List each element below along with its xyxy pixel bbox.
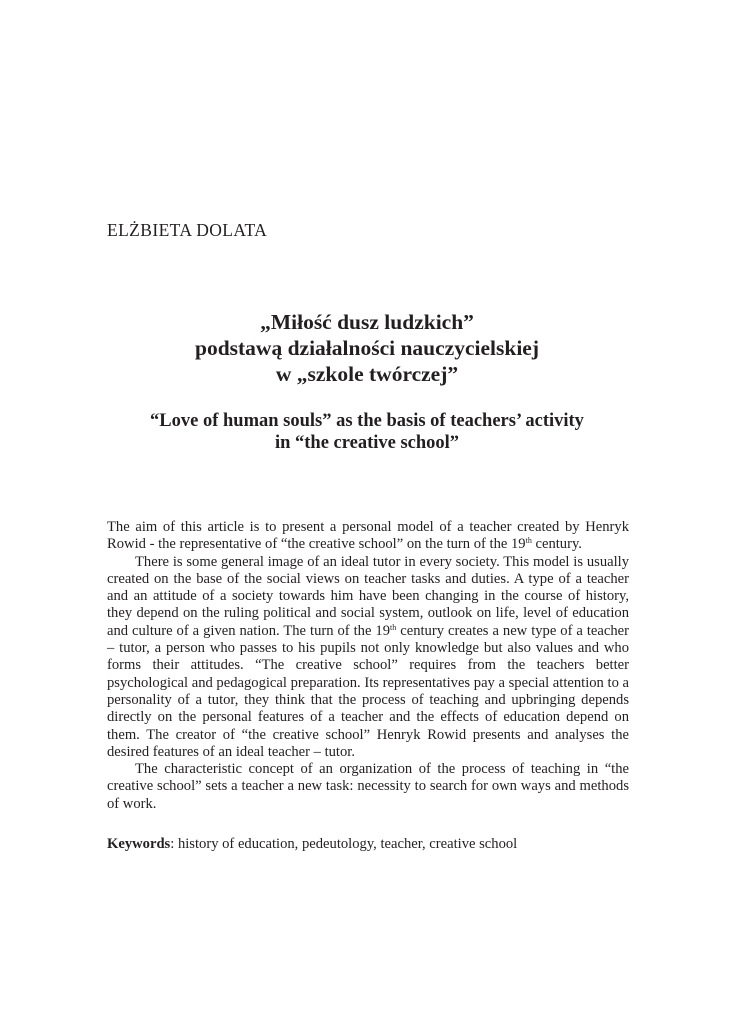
polish-title-line-2: podstawą działalności nauczycielskiej bbox=[194, 336, 539, 360]
english-title bbox=[107, 410, 627, 454]
polish-title-line-3: w „szkole twórczej” bbox=[275, 362, 459, 386]
author-name: ELŻBIETA DOLATA bbox=[107, 220, 268, 240]
keywords-list: : history of education, pedeutology, teacher, creative school bbox=[170, 836, 518, 852]
keywords-label: Keywords bbox=[107, 836, 171, 852]
abstract-paragraph-3: The characteristic concept of an organization of the process of teaching in “the creative school” sets a teacher a new task: necessity to search for own ways and methods of work. bbox=[107, 761, 629, 812]
english-title-line-2: in “the creative school” bbox=[274, 433, 460, 453]
abstract-p1-tail: century. bbox=[531, 536, 582, 553]
polish-title-line-1: „Miłość dusz ludzkich” bbox=[260, 310, 474, 334]
abstract-p2-superscript: th bbox=[390, 622, 397, 632]
abstract-p2-tail: century creates a new type of a teacher – tutor, a person who passes to his pupils not only knowledge but also values and who forms their attitudes. “The creative school” requires from the teachers better psychological and pedagogical preparation. Its representatives pay a special attention to a personality of a tutor, they think that the process of teaching and upbringing depends directly on the personal features of a teacher and the effects of education depend on them. The creator of “the creative school” Henryk Rowid presents and analyses the desired features of an ideal teacher – tutor. bbox=[107, 622, 629, 760]
english-title-line-1: “Love of human souls” as the basis of teachers’ activity bbox=[150, 411, 584, 431]
abstract-paragraph-2 bbox=[107, 554, 629, 762]
abstract-paragraph-1 bbox=[107, 519, 629, 554]
polish-title bbox=[107, 309, 627, 387]
keywords bbox=[107, 836, 629, 853]
abstract-p1-text: The aim of this article is to present a personal model of a teacher created by Henryk Rowid - the representative of “the creative school” on the turn of the 19 bbox=[107, 519, 629, 553]
abstract-p2-text: There is some general image of an ideal tutor in every society. This model is usually created on the base of the social views on teacher tasks and duties. A type of a teacher and an attitude of a society towards him have been changing in the course of history, they depend on the ruling political and social system, outlook on life, level of education and culture of a given nation. The turn of the 19 bbox=[107, 553, 629, 639]
abstract-p1-superscript: th bbox=[525, 536, 532, 546]
abstract bbox=[107, 519, 629, 813]
